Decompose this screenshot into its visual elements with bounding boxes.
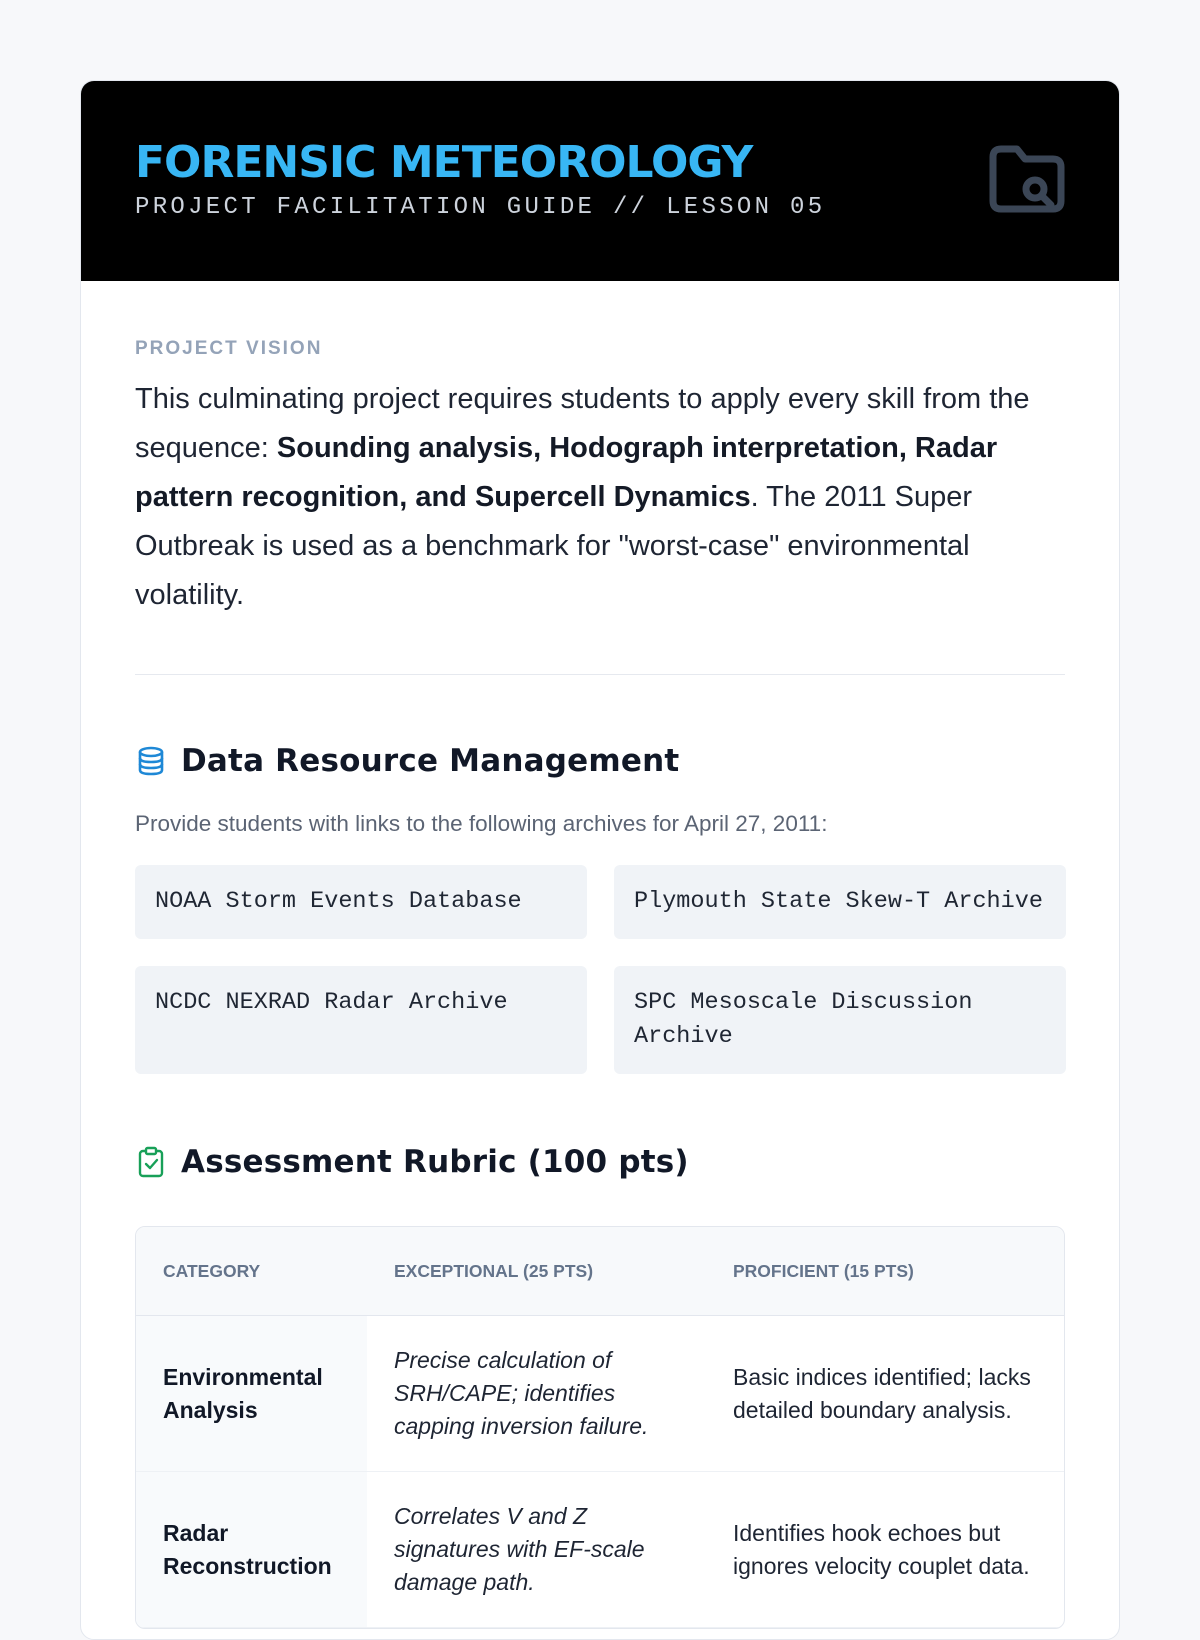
table-header-row <box>136 1227 1064 1316</box>
archive-link[interactable]: Plymouth State Skew-T Archive <box>614 865 1066 939</box>
column-header: PROFICIENT (15 PTS) <box>706 1227 1064 1316</box>
table-row <box>136 1472 1064 1628</box>
archive-list <box>135 865 1065 1074</box>
vision-skills: Sounding analysis, Hodograph interpretation, Radar pattern recognition, and Supercell Dynamics <box>135 432 998 513</box>
table-row <box>136 1316 1064 1472</box>
archive-link[interactable]: SPC Mesoscale Discussion Archive <box>614 966 1066 1074</box>
content <box>81 337 1119 1629</box>
guide-card <box>80 80 1120 1640</box>
archive-link[interactable]: NOAA Storm Events Database <box>135 865 587 939</box>
vision-text-start: This culminating project requires students to apply every skill from the sequence: <box>135 383 1030 464</box>
data-section-header <box>135 743 1065 779</box>
rubric-section-header <box>135 1144 1065 1180</box>
rubric-table <box>136 1227 1064 1628</box>
vision-eyebrow: PROJECT VISION <box>135 338 323 359</box>
rubric-table-wrap <box>135 1226 1065 1629</box>
clipboard-check-icon <box>135 1146 167 1178</box>
vision-text-end: . The 2011 Super Outbreak is used as a benchmark for "worst-case" environmental volatility. <box>135 481 973 611</box>
vision-paragraph <box>135 375 1065 620</box>
category-cell: Environmental Analysis <box>136 1316 367 1472</box>
page-subtitle: PROJECT FACILITATION GUIDE // LESSON 05 <box>135 194 826 221</box>
proficient-cell: Identifies hook echoes but ignores velocity couplet data. <box>706 1472 1064 1628</box>
data-section-intro: Provide students with links to the following archives for April 27, 2011: <box>135 811 828 836</box>
category-cell: Radar Reconstruction <box>136 1472 367 1628</box>
column-header: CATEGORY <box>136 1227 367 1316</box>
rubric-section-title: Assessment Rubric (100 pts) <box>181 1144 689 1180</box>
exceptional-cell: Correlates V and Z signatures with EF-scale damage path. <box>367 1472 706 1628</box>
folder-search-icon <box>987 143 1067 215</box>
archive-link[interactable]: NCDC NEXRAD Radar Archive <box>135 966 587 1074</box>
exceptional-cell: Precise calculation of SRH/CAPE; identifies capping inversion failure. <box>367 1316 706 1472</box>
page-title: FORENSIC METEOROLOGY <box>135 137 753 188</box>
database-icon <box>135 745 167 777</box>
data-section-title: Data Resource Management <box>181 743 680 779</box>
page-header <box>81 81 1119 281</box>
proficient-cell: Basic indices identified; lacks detailed boundary analysis. <box>706 1316 1064 1472</box>
section-divider <box>135 674 1065 675</box>
column-header: EXCEPTIONAL (25 PTS) <box>367 1227 706 1316</box>
